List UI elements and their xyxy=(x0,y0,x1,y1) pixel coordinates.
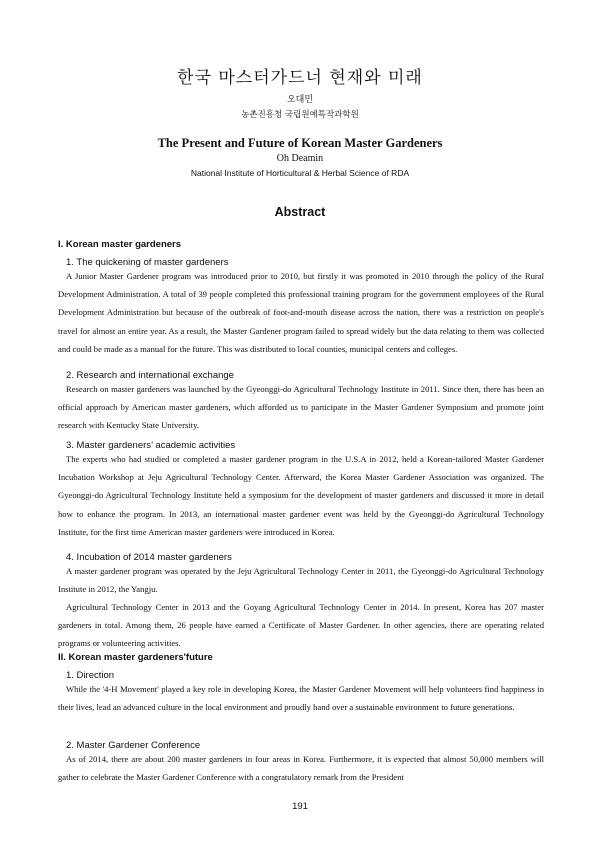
abstract-heading: Abstract xyxy=(274,205,326,219)
paragraph-1-4a: A master gardener program was operated by the Jeju Agricultural Technology Center in 2011, the Gyeonggi-do Agricultural Technology Institute in 2012, the Yangju. xyxy=(58,566,544,595)
paragraph-1-1: A Junior Master Gardener program was introduced prior to 2010, but firstly it was promoted in 2010 through the policy of the Rural Development Administration. A total of 39 people completed this professional training program for the government employees of the Rural Development Administration but because of the outbreak of foot-and-mouth disease across the nation, there was a restriction on people's travel for almost an entire year. As a result, the Master Gardener program failed to spread widely but the data relating to them was collected and could be made as a manual for the future. This was distributed to local counties, municipal centers and colleges. xyxy=(58,271,544,354)
subsection-heading-2-2: 2. Master Gardener Conference xyxy=(66,740,201,751)
subsection-heading-1-4: 4. Incubation of 2014 master gardeners xyxy=(66,552,232,563)
subsection-heading-1-1: 1. The quickening of master gardeners xyxy=(66,257,229,268)
page-number: 191 xyxy=(292,801,308,812)
subsection-heading-1-3: 3. Master gardeners’ academic activities xyxy=(66,440,236,451)
korean-title: 한국 마스터가드너 현재와 미래 xyxy=(177,68,423,88)
paragraph-1-2: Research on master gardeners was launched by the Gyeonggi-do Agricultural Technology Institute in 2011. Since then, there has been an official approach by American master gardeners, which afforded us to participate in the Master Gardener Symposium and promote joint research with Kentucky State University. xyxy=(58,384,544,431)
english-title: The Present and Future of Korean Master Gardeners xyxy=(157,136,443,150)
korean-author: 오대민 xyxy=(286,95,314,105)
paragraph-1-3: The experts who had studied or completed a master gardener program in the U.S.A in 2012, held a Korean-tailored Master Gardener Incubation Workshop at Jeju Agricultural Technology Center. Afterward, the Korea Master Gardener Association was organized. The Gyeonggi-do Agricultural Technology Institute held a symposium for the development of master gardeners and discussed it more in detail how to enhance the program. In 2013, an international master gardener event was held by the Gyeonggi-do Agricultural Technology Institute, for the first time American master gardeners were introduced in Korea. xyxy=(58,454,544,537)
paragraph-1-4b: Agricultural Technology Center in 2013 and the Goyang Agricultural Technology Center in 2014. In present, Korea has 207 master gardeners in total. Among them, 26 people have earned a Certificate of Master Gardener. In other agencies, there are operating related programs or volunteering activities. xyxy=(58,602,544,649)
subsection-heading-2-1: 1. Direction xyxy=(66,670,115,681)
section-heading-2: II. Korean master gardeners'future xyxy=(58,652,213,663)
paragraph-2-1: While the '4-H Movement' played a key role in developing Korea, the Master Gardener Movement will help volunteers find happiness in their lives, lead an advanced culture in the local environment and proudly hand over a sustainable environment to future generations. xyxy=(58,684,544,713)
korean-institute: 농촌진흥청 국립원예특작과학원 xyxy=(241,110,359,120)
paragraph-2-2: As of 2014, there are about 200 master gardeners in four areas in Korea. Furthermore, it is expected that almost 50,000 members will gather to celebrate the Master Gardener Conference with a congratulatory remark from the President xyxy=(58,754,544,783)
subsection-heading-1-2: 2. Research and international exchange xyxy=(66,370,234,381)
english-author: Oh Deamin xyxy=(276,153,324,164)
section-heading-1: I. Korean master gardeners xyxy=(58,239,182,250)
english-institute: National Institute of Horticultural & Herbal Science of RDA xyxy=(190,168,410,178)
